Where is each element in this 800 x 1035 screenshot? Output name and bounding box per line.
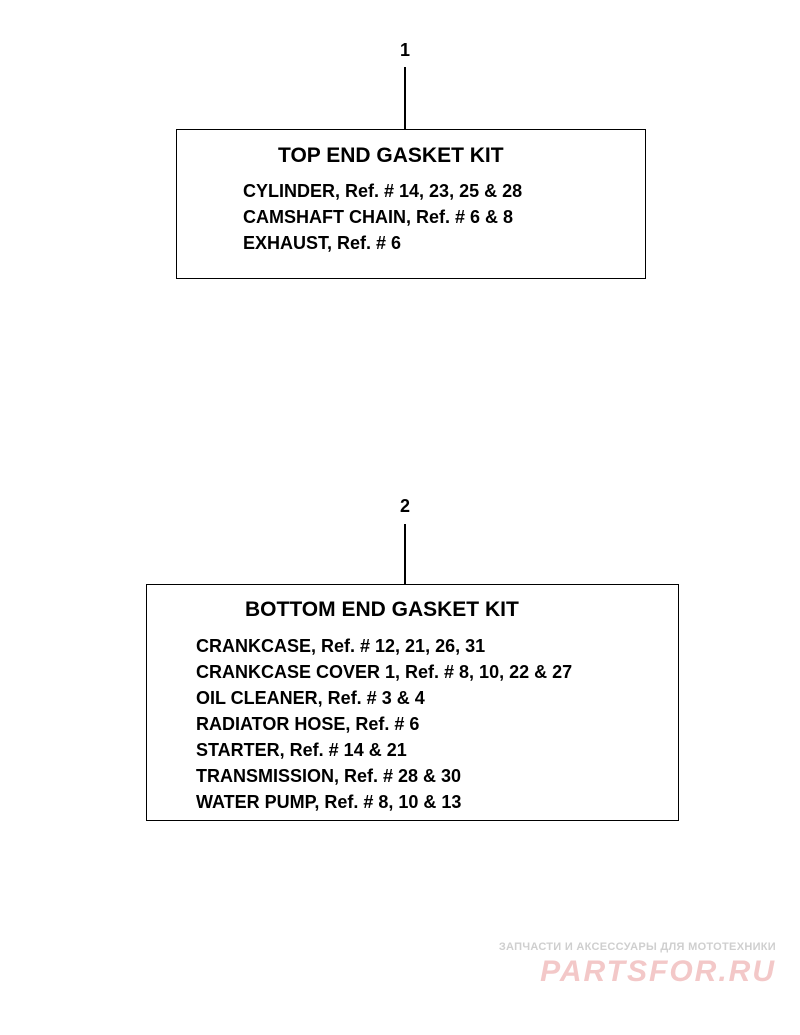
kit-item: CRANKCASE COVER 1, Ref. # 8, 10, 22 & 27: [196, 662, 573, 682]
watermark-tagline: ЗАПЧАСТИ И АКСЕССУАРЫ ДЛЯ МОТОТЕХНИКИ: [498, 941, 776, 953]
kit-item: RADIATOR HOSE, Ref. # 6: [196, 714, 420, 734]
kit-item-list: [196, 633, 572, 815]
kit-title: BOTTOM END GASKET KIT: [245, 598, 519, 621]
leader-line-1: [404, 67, 406, 129]
kit-title: TOP END GASKET KIT: [278, 144, 504, 167]
leader-line-2: [404, 524, 406, 584]
bottom-end-gasket-kit-box: [146, 584, 679, 821]
kit-item-list: [243, 178, 522, 256]
kit-item: STARTER, Ref. # 14 & 21: [196, 740, 407, 760]
kit-item: OIL CLEANER, Ref. # 3 & 4: [196, 688, 425, 708]
callout-number-2: 2: [399, 496, 410, 516]
kit-item: CAMSHAFT CHAIN, Ref. # 6 & 8: [243, 207, 514, 227]
callout-number-1: 1: [399, 40, 410, 60]
kit-item: CYLINDER, Ref. # 14, 23, 25 & 28: [243, 181, 523, 201]
watermark: [499, 941, 776, 989]
kit-item: TRANSMISSION, Ref. # 28 & 30: [196, 766, 462, 786]
kit-item: CRANKCASE, Ref. # 12, 21, 26, 31: [196, 636, 486, 656]
top-end-gasket-kit-box: [176, 129, 646, 279]
kit-item: WATER PUMP, Ref. # 8, 10 & 13: [196, 792, 462, 812]
kit-item: EXHAUST, Ref. # 6: [243, 233, 402, 253]
watermark-logo: PARTSFOR.RU: [540, 955, 776, 988]
